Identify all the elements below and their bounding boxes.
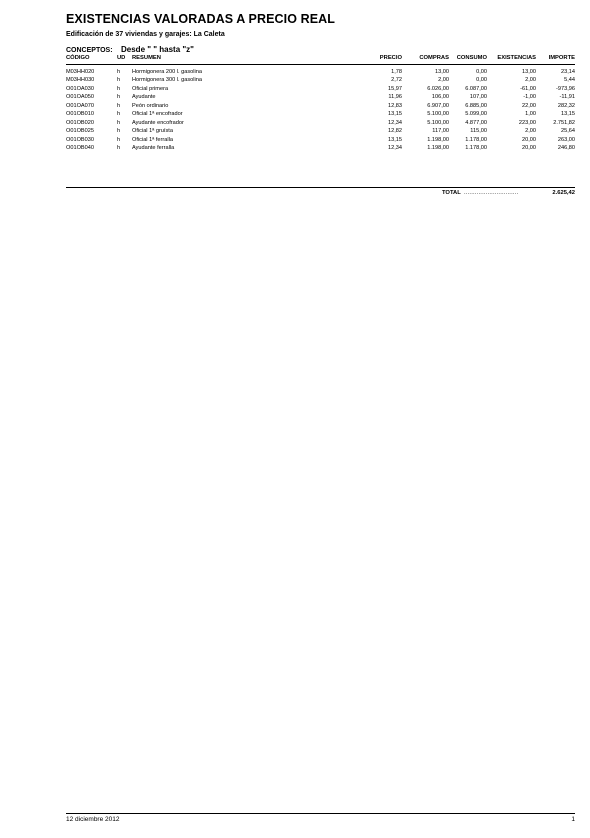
total-label: TOTAL	[442, 190, 461, 196]
header-unit: UD	[117, 55, 126, 61]
cell-price: 12,34	[388, 119, 402, 126]
table-row	[66, 76, 575, 84]
cell-unit: h	[117, 69, 121, 75]
cell-consumption: 4.877,00	[465, 119, 487, 126]
cell-purchases: 5.100,00	[427, 111, 449, 118]
cell-unit: h	[117, 128, 121, 135]
cell-price: 13,15	[388, 136, 402, 143]
header-price: PRECIO	[379, 55, 402, 61]
cell-purchases: 1.198,00	[427, 145, 449, 152]
cell-stock: 20,00	[522, 136, 536, 143]
table-row	[66, 102, 575, 110]
cell-stock: 223,00	[518, 119, 536, 126]
header-purchases: COMPRAS	[419, 55, 449, 61]
cell-consumption: 0,00	[476, 77, 487, 84]
table-row	[66, 68, 575, 76]
cell-purchases: 13,00	[435, 69, 449, 75]
cell-code: O01OB040	[66, 145, 94, 152]
cell-price: 12,82	[388, 128, 402, 135]
header-amount: IMPORTE	[548, 55, 575, 61]
cell-summary: Peón ordinario	[132, 102, 169, 109]
table-row	[66, 144, 575, 152]
page-number: 1	[571, 816, 575, 823]
cell-summary: Oficial 1ª gruísta	[132, 128, 173, 135]
cell-purchases: 1.198,00	[427, 136, 449, 143]
cell-unit: h	[117, 102, 121, 109]
cell-summary: Hormigonera 300 l. gasolina	[132, 77, 202, 84]
cell-unit: h	[117, 85, 121, 92]
cell-stock: 22,00	[522, 102, 536, 109]
cell-amount: 263,00	[557, 136, 575, 143]
concepts-label: CONCEPTOS:	[66, 47, 113, 54]
cell-summary: Oficial primera	[132, 85, 169, 92]
cell-code: O01OB030	[66, 136, 94, 143]
table-row	[66, 136, 575, 144]
cell-price: 13,15	[388, 111, 402, 118]
cell-unit: h	[117, 77, 121, 84]
cell-code: M03HH020	[66, 69, 95, 75]
cell-purchases: 2,00	[438, 77, 449, 84]
cell-consumption: 1.178,00	[465, 136, 487, 143]
cell-purchases: 106,00	[431, 94, 449, 101]
footer-divider	[66, 813, 575, 814]
cell-stock: 2,00	[525, 128, 536, 135]
cell-purchases: 6.907,00	[427, 102, 449, 109]
cell-code: O01OB020	[66, 119, 94, 126]
cell-consumption: 5.099,00	[465, 111, 487, 118]
cell-amount: 5,44	[564, 77, 575, 84]
cell-unit: h	[117, 145, 121, 152]
cell-purchases: 6.026,00	[427, 85, 449, 92]
cell-code: O01OB010	[66, 111, 94, 118]
table-header	[66, 54, 575, 62]
header-stock: EXISTENCIAS	[497, 55, 536, 61]
cell-unit: h	[117, 111, 121, 118]
cell-amount: 25,64	[561, 128, 575, 135]
cell-unit: h	[117, 136, 121, 143]
cell-consumption: 6.087,00	[465, 85, 487, 92]
cell-consumption: 1.178,00	[465, 145, 487, 152]
cell-price: 15,97	[388, 85, 402, 92]
cell-consumption: 0,00	[476, 69, 487, 75]
cell-summary: Oficial 1ª ferralla	[132, 136, 173, 143]
total-value: 2.625,42	[552, 190, 575, 196]
cell-stock: 1,00	[525, 111, 536, 118]
table-row	[66, 85, 575, 93]
cell-summary: Hormigonera 200 l. gasolina	[132, 69, 202, 75]
header-summary: RESUMEN	[132, 55, 161, 61]
cell-amount: 282,32	[557, 102, 575, 109]
cell-code: O01OA030	[66, 85, 94, 92]
footer-date: 12 diciembre 2012	[66, 816, 120, 823]
cell-summary: Oficial 1ª encofrador	[132, 111, 183, 118]
table-row	[66, 110, 575, 118]
project-name: Edificación de 37 viviendas y garajes: La Caleta	[66, 31, 225, 38]
cell-stock: 2,00	[525, 77, 536, 84]
cell-code: M03HH030	[66, 77, 95, 84]
cell-unit: h	[117, 94, 121, 101]
cell-amount: 13,15	[561, 111, 575, 118]
total-row	[66, 190, 575, 199]
cell-stock: -61,00	[520, 85, 536, 92]
total-divider	[66, 187, 575, 188]
cell-price: 12,34	[388, 145, 402, 152]
cell-summary: Ayudante	[132, 94, 156, 101]
cell-amount: 23,14	[561, 69, 575, 75]
cell-price: 2,72	[391, 77, 402, 84]
cell-stock: -1,00	[523, 94, 536, 101]
cell-code: O01OA070	[66, 102, 94, 109]
cell-purchases: 117,00	[432, 128, 449, 135]
header-consumption: CONSUMO	[456, 55, 487, 61]
cell-stock: 20,00	[522, 145, 536, 152]
cell-amount: -973,96	[556, 85, 575, 92]
cell-consumption: 115,00	[470, 128, 487, 135]
cell-summary: Ayudante ferralla	[132, 145, 175, 152]
header-divider	[66, 64, 575, 65]
header-code: CÓDIGO	[66, 55, 90, 61]
cell-price: 12,83	[388, 102, 402, 109]
cell-price: 11,96	[388, 94, 402, 101]
cell-amount: 2.751,82	[553, 119, 575, 126]
concepts-range: Desde " " hasta "z"	[121, 45, 194, 54]
cell-purchases: 5.100,00	[427, 119, 449, 126]
cell-amount: -11,91	[559, 94, 575, 101]
cell-code: O01OB025	[66, 128, 94, 135]
cell-stock: 13,00	[522, 69, 536, 75]
table-row	[66, 127, 575, 135]
cell-price: 1,78	[391, 69, 402, 75]
cell-consumption: 6.885,00	[465, 102, 487, 109]
report-title: EXISTENCIAS VALORADAS A PRECIO REAL	[66, 12, 336, 26]
cell-code: O01OA050	[66, 94, 94, 101]
cell-consumption: 107,00	[469, 94, 487, 101]
table-row	[66, 119, 575, 127]
cell-summary: Ayudante encofrador	[132, 119, 184, 126]
total-leader-dots: ..............................	[464, 190, 519, 196]
table-row	[66, 93, 575, 101]
cell-amount: 246,80	[557, 145, 575, 152]
cell-unit: h	[117, 119, 121, 126]
